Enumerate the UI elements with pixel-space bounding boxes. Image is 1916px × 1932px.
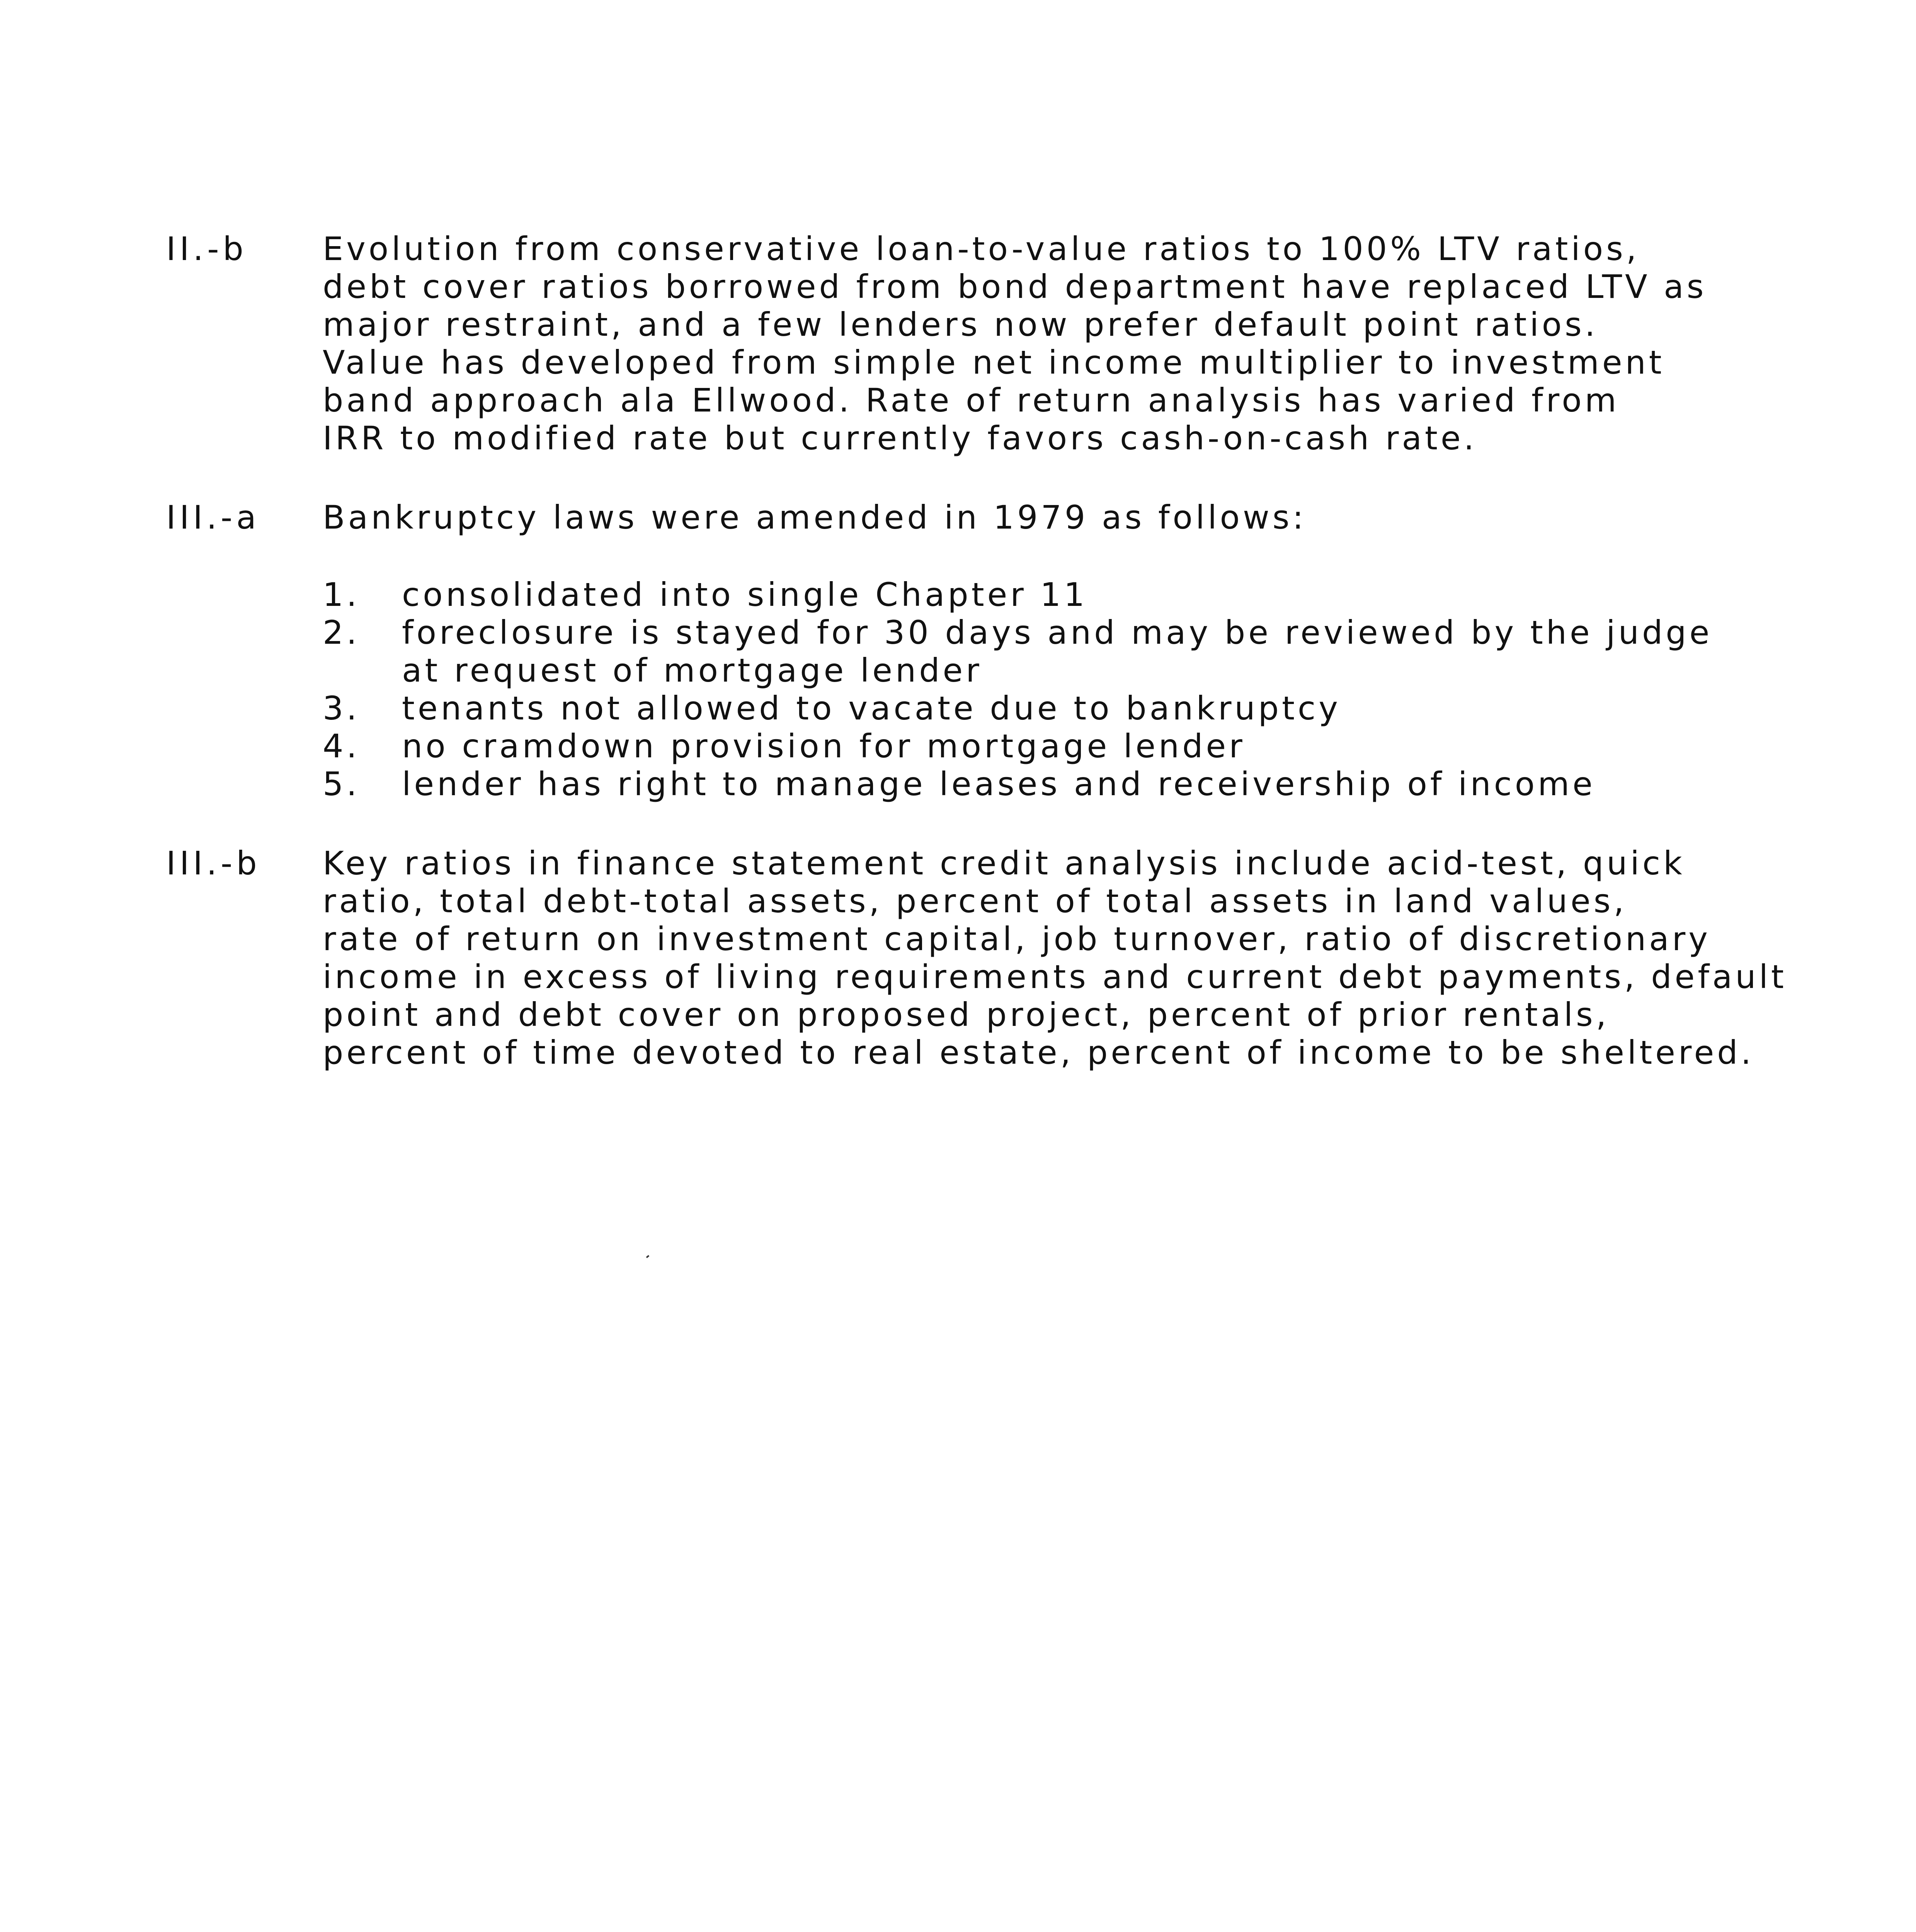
list-item <box>323 689 1753 727</box>
list-text <box>402 689 1753 727</box>
list-line: at request of mortgage lender <box>402 651 982 689</box>
list-number: 2. <box>323 614 360 651</box>
list-line: lender has right to manage leases and receivership of income <box>402 765 1596 803</box>
paragraph-line: Value has developed from simple net income multiplier to investment <box>323 344 1665 381</box>
paragraph-line: debt cover ratios borrowed from bond department have replaced LTV as <box>323 268 1707 306</box>
bankruptcy-list <box>323 576 1753 803</box>
list-item <box>323 614 1753 689</box>
list-number: 5. <box>323 765 360 803</box>
list-number: 1. <box>323 576 360 614</box>
paragraph-line: rate of return on investment capital, job turnover, ratio of discretionary <box>323 920 1711 958</box>
paragraph-line: major restraint, and a few lenders now prefer default point ratios. <box>323 306 1598 344</box>
section-label: III.-a <box>166 498 260 536</box>
paragraph-line: Bankruptcy laws were amended in 1979 as follows: <box>323 498 1307 536</box>
paragraph-line: band approach ala Ellwood. Rate of return analysis has varied from <box>323 381 1620 419</box>
section-paragraph <box>323 498 1776 536</box>
list-text <box>402 727 1753 765</box>
section-label: III.-b <box>166 844 261 882</box>
list-text <box>402 765 1753 803</box>
list-line: foreclosure is stayed for 30 days and may be reviewed by the judge <box>402 614 1713 651</box>
paragraph-line: percent of time devoted to real estate, percent of income to be sheltered. <box>323 1034 1754 1071</box>
paragraph-line: point and debt cover on proposed project, percent of prior rentals, <box>323 996 1610 1034</box>
paragraph-line: Evolution from conservative loan-to-value ratios to 100% LTV ratios, <box>323 230 1640 268</box>
list-number: 4. <box>323 727 360 765</box>
paragraph-line: Key ratios in finance statement credit analysis include acid-test, quick <box>323 844 1685 882</box>
stray-mark <box>646 1255 650 1258</box>
paragraph-line: IRR to modified rate but currently favors cash-on-cash rate. <box>323 419 1477 457</box>
list-text <box>402 614 1753 689</box>
paragraph-line: income in excess of living requirements and current debt payments, default <box>323 958 1787 996</box>
list-item <box>323 765 1753 803</box>
list-line: consolidated into single Chapter 11 <box>402 576 1088 614</box>
list-item <box>323 727 1753 765</box>
section-paragraph <box>323 230 1776 457</box>
list-line: tenants not allowed to vacate due to bankruptcy <box>402 689 1341 727</box>
section-paragraph <box>323 844 1787 1071</box>
paragraph-line: ratio, total debt-total assets, percent of total assets in land values, <box>323 882 1627 920</box>
list-number: 3. <box>323 689 360 727</box>
section-label: II.-b <box>166 230 247 268</box>
list-item <box>323 576 1753 614</box>
list-text <box>402 576 1753 614</box>
list-line: no cramdown provision for mortgage lender <box>402 727 1246 765</box>
